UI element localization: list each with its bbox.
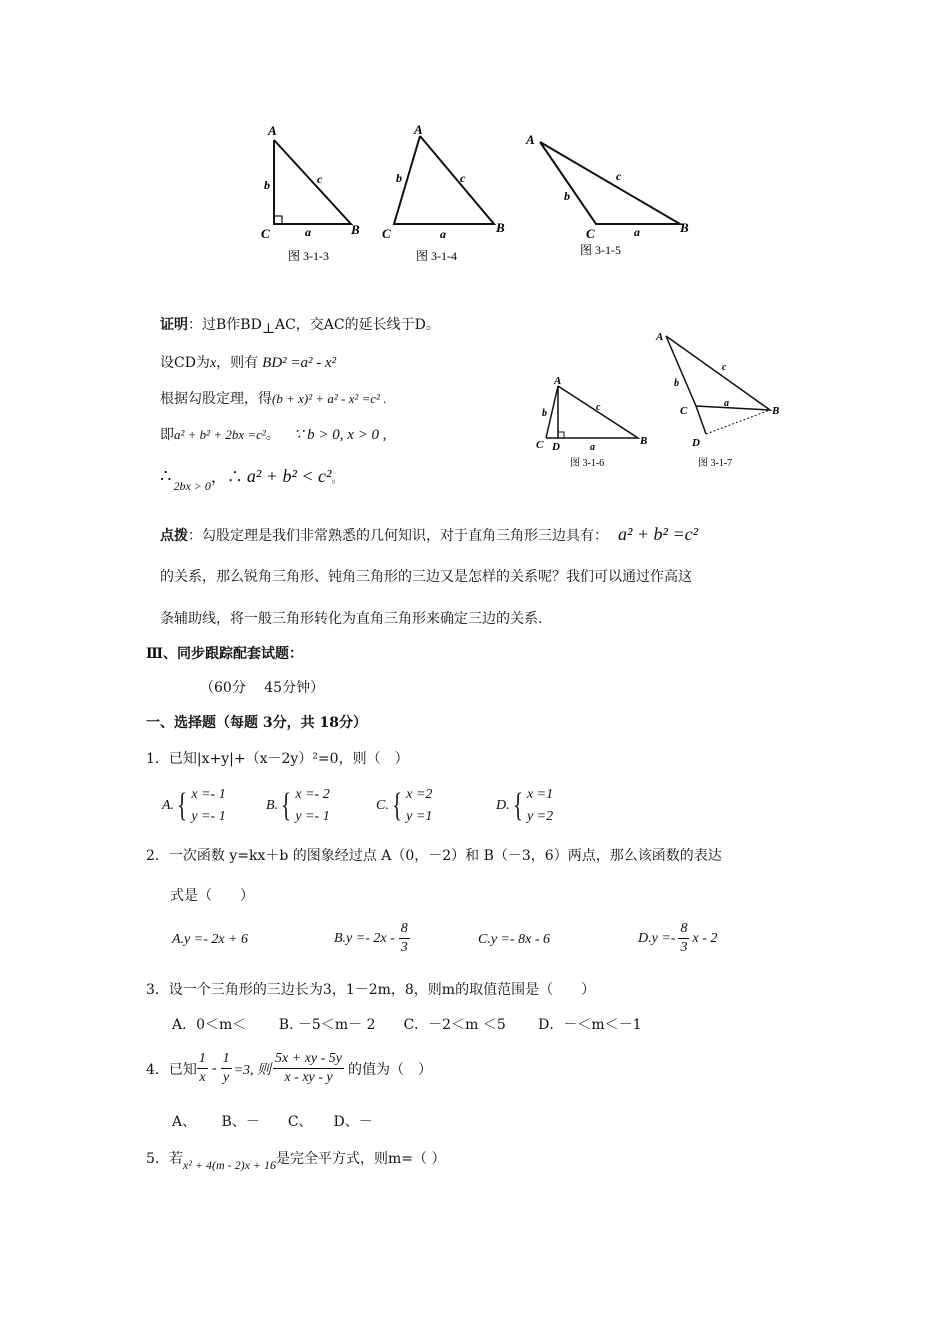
side-b: b	[564, 189, 570, 203]
side-b: b	[542, 408, 547, 419]
vertex-C: C	[680, 405, 688, 417]
eq-line: x =- 2	[295, 787, 330, 802]
numerator: 1	[197, 1050, 208, 1069]
question-4-options: A、 B、－ C、 D、－	[172, 1114, 373, 1130]
option-label: C.	[376, 798, 389, 813]
numerator: 1	[221, 1050, 232, 1069]
pythagorean-equation: a² + b² =c²	[618, 524, 698, 544]
fraction	[273, 1050, 344, 1087]
numerator: 8	[399, 920, 410, 939]
stem-text: 4．已知	[146, 1061, 197, 1078]
hint-line-3: 条辅助线，将一般三角形转化为直角三角形来确定三边的关系.	[160, 611, 543, 627]
eq-line: y =- 1	[191, 809, 226, 824]
numerator: 5x + xy - 5y	[273, 1050, 344, 1069]
denominator: 3	[680, 940, 688, 955]
brace: {	[392, 787, 402, 824]
question-1-options	[162, 784, 602, 830]
vertex-C: C	[261, 226, 270, 241]
vertex-B: B	[351, 222, 360, 237]
denominator: y	[222, 1070, 230, 1085]
brace: {	[281, 787, 292, 824]
vertex-B: B	[772, 405, 780, 417]
stem-text: 5．若	[146, 1151, 183, 1167]
fraction	[197, 1050, 208, 1087]
vertex-C: C	[536, 439, 544, 451]
proof-text: 设CD为	[160, 355, 210, 371]
figure-caption: 图 3-1-6	[570, 458, 605, 469]
option-label: D.	[496, 798, 510, 813]
hint-text: ：勾股定理是我们非常熟悉的几何知识，对于直角三角形三边具有：	[188, 528, 608, 544]
vertex-D: D	[552, 441, 560, 453]
figure-3-1-5	[520, 118, 700, 266]
side-a: a	[590, 442, 595, 453]
side-b: b	[264, 178, 270, 192]
fraction	[399, 920, 410, 957]
proof-text: AC，交AC的延长线于D。	[274, 317, 440, 333]
option-B	[266, 784, 330, 828]
question-2-stem-cont: 式是（ ）	[170, 888, 254, 904]
hint-line-2: 的关系，那么锐角三角形、钝角三角形的三边又是怎样的关系呢？我们可以通过作高这	[160, 569, 692, 585]
perp-symbol: ⊥	[261, 321, 275, 337]
question-4-stem	[146, 1050, 432, 1087]
eq-line: y =2	[526, 809, 554, 824]
option-text: x - 2	[692, 930, 718, 946]
brace: {	[512, 787, 523, 824]
side-a: a	[724, 398, 729, 409]
vertex-D: D	[692, 437, 700, 449]
numerator: 8	[678, 920, 689, 939]
option-text: B.y =- 2x -	[334, 930, 395, 946]
vertex-B: B	[496, 220, 505, 235]
part-title: 一、选择题（每题 3分，共 18分）	[146, 715, 367, 731]
vertex-A: A	[554, 375, 562, 387]
proof-label: 证明	[160, 317, 188, 333]
vertex-A: A	[526, 132, 535, 147]
stem-text: 的值为（ ）	[348, 1061, 433, 1078]
eq-line: x =2	[406, 787, 433, 802]
vertex-A: A	[414, 122, 423, 137]
proof-text: ：过B作BD	[188, 317, 262, 333]
question-3-stem: 3．设一个三角形的三边长为3，1－2m，8，则m的取值范围是（ ）	[146, 982, 596, 998]
side-c: c	[317, 172, 323, 186]
question-1-stem: 1．已知|x+y|+（x－2y）²=0，则（ ）	[146, 751, 409, 767]
option-C	[376, 784, 432, 828]
proof-line-3	[160, 388, 386, 408]
proof-line-2	[160, 352, 336, 372]
fraction	[678, 920, 689, 957]
proof-text: ，则有	[216, 355, 259, 371]
figure-3-1-3	[255, 118, 365, 266]
section-title: Ⅲ、同步跟踪配套试题：	[146, 646, 304, 662]
option-text: D.y =-	[638, 930, 676, 946]
condition: ∵ b > 0, x > 0 ,	[293, 427, 387, 443]
denominator: x	[199, 1070, 206, 1085]
brace: {	[177, 787, 188, 824]
therefore-symbol: ，∴	[210, 467, 243, 486]
equation-sum: a² + b² + 2bx =c²	[174, 427, 266, 442]
option-A	[162, 784, 226, 828]
denominator: 3	[400, 940, 408, 955]
option-A: A.y =- 2x + 6	[172, 932, 249, 947]
proof-text: 即	[160, 427, 174, 443]
inequality-2bx: 2bx > 0	[173, 479, 211, 493]
hint-line-1	[160, 524, 698, 545]
figure-caption: 图 3-1-5	[580, 243, 621, 257]
option-C: C.y =- 8x - 6	[478, 932, 551, 947]
proof-text: 。	[265, 427, 280, 443]
figure-caption: 图 3-1-7	[698, 458, 733, 469]
vertex-C: C	[586, 226, 595, 241]
option-label: B.	[266, 798, 279, 813]
side-c: c	[616, 169, 622, 183]
question-5-stem	[146, 1148, 446, 1172]
question-3-options: A．0＜m＜ B. －5＜m－ 2 C．－2＜m ＜5 D．－＜m＜－1	[172, 1017, 642, 1033]
variable-x: x	[209, 356, 217, 371]
therefore-symbol: ∴	[160, 466, 172, 487]
fraction	[221, 1050, 232, 1087]
eq-line: y =- 1	[295, 809, 330, 824]
minus: -	[211, 1060, 217, 1076]
proof-line-5	[160, 464, 343, 493]
option-D	[496, 784, 553, 828]
denominator: x - xy - y	[284, 1070, 333, 1085]
side-c: c	[722, 362, 727, 373]
proof-text: 根据勾股定理，得	[160, 391, 272, 407]
time-limit: （60分 45分钟）	[200, 680, 325, 696]
option-D	[638, 920, 717, 957]
vertex-C: C	[382, 226, 391, 241]
figure-caption: 图 3-1-4	[416, 249, 457, 263]
equation-bd: BD² =a² - x²	[262, 355, 337, 371]
side-a: a	[305, 225, 311, 239]
question-2-options	[172, 920, 772, 966]
stem-text: =3, 则	[233, 1062, 272, 1078]
side-a: a	[440, 227, 446, 241]
side-b: b	[674, 378, 679, 389]
stem-text: 是完全平方式，则m=（ ）	[276, 1151, 446, 1167]
figure-caption: 图 3-1-3	[288, 249, 329, 263]
side-a: a	[634, 225, 640, 239]
side-b: b	[396, 171, 402, 185]
eq-line: x =- 1	[191, 787, 226, 802]
hint-label: 点拨	[160, 528, 188, 544]
quadratic-expression: x² + 4(m - 2)x + 16	[182, 1158, 277, 1172]
eq-line: y =1	[406, 809, 433, 824]
figure-3-1-7	[650, 326, 800, 474]
figure-3-1-4	[378, 118, 513, 266]
vertex-A: A	[268, 123, 277, 138]
question-2-stem: 2．一次函数 y=kx＋b 的图象经过点 A（0，－2）和 B（－3，6）两点，那么该函数的表达	[146, 848, 722, 864]
vertex-B: B	[640, 435, 648, 447]
side-c: c	[460, 171, 466, 185]
option-B	[334, 920, 410, 957]
vertex-A: A	[656, 331, 664, 343]
proof-line-1	[160, 314, 440, 337]
eq-line: x =1	[526, 787, 554, 802]
figure-3-1-6	[530, 372, 655, 472]
vertex-B: B	[680, 220, 689, 235]
option-label: A.	[162, 798, 175, 813]
equation-pythagoras: (b + x)² + a² - x² =c² .	[272, 391, 387, 406]
proof-text: 。	[331, 472, 343, 485]
proof-line-4	[160, 424, 387, 444]
inequality-result: a² + b² < c²	[246, 466, 332, 486]
side-c: c	[596, 402, 601, 413]
